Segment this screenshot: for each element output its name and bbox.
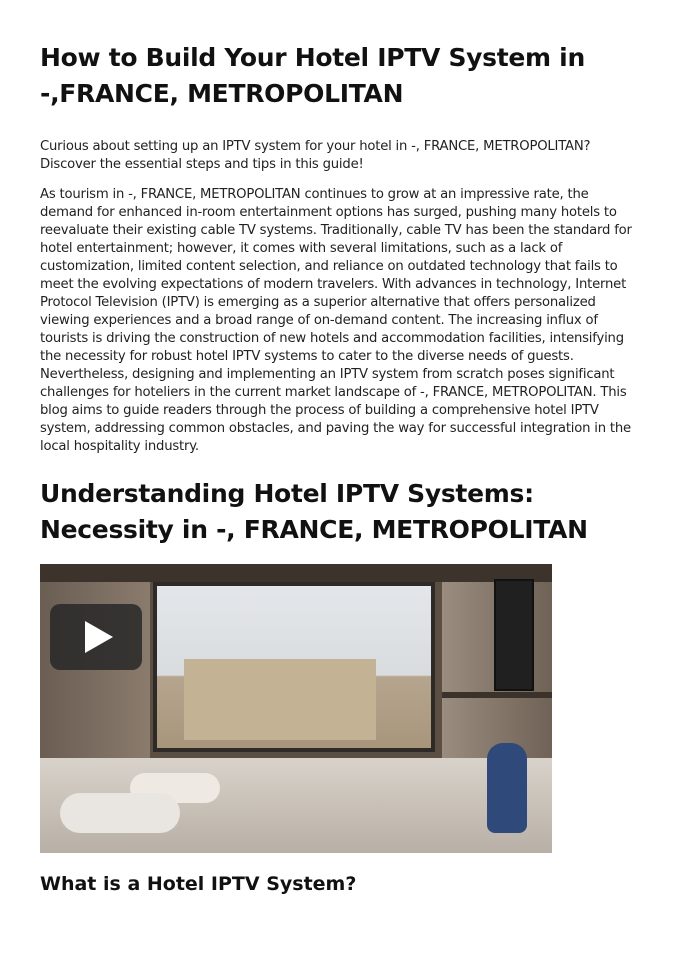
body-paragraph: As tourism in -, FRANCE, METROPOLITAN continues to grow at an impressive rate, the demand for enhanced in-room entertainment options has surged, pushing many hotels to reevaluate their existing cable TV systems. Traditionally, cable TV has been the standard for hotel entertainment; however, it comes with several limitations, such as a lack of customization, limited content selection, and reliance on outdated technology that fails to meet the evolving expectations of modern travelers. With advances in technology, Internet Protocol Television (IPTV) is emerging as a superior alternative that offers personalized viewing experiences and a broad range of on-demand content. The increasing influx of tourists is driving the construction of new hotels and accommodation facilities, intensifying the necessity for robust hotel IPTV systems to cater to the diverse needs of guests. Nevertheless, designing and implementing an IPTV system from scratch poses significant challenges for hoteliers in the current market landscape of -, FRANCE, METROPOLITAN. This blog aims to guide readers through the process of building a comprehensive hotel IPTV system, addressing common obstacles, and paving the way for successful integration in the local hospitality industry. <box>40 187 632 454</box>
tv <box>494 579 534 691</box>
section-heading: Understanding Hotel IPTV Systems: Necessity in -, FRANCE, METROPOLITAN <box>40 479 588 544</box>
article <box>40 40 645 897</box>
intro-paragraph: Curious about setting up an IPTV system for your hotel in -, FRANCE, METROPOLITAN? Discover the essential steps and tips in this guide! <box>40 139 591 172</box>
hotel-room-image <box>40 564 552 853</box>
page-title: How to Build Your Hotel IPTV System in -,FRANCE, METROPOLITAN <box>40 43 585 108</box>
window <box>153 582 435 752</box>
subheading: What is a Hotel IPTV System? <box>40 873 357 895</box>
play-icon[interactable] <box>50 604 142 670</box>
plush-toy <box>487 743 527 833</box>
